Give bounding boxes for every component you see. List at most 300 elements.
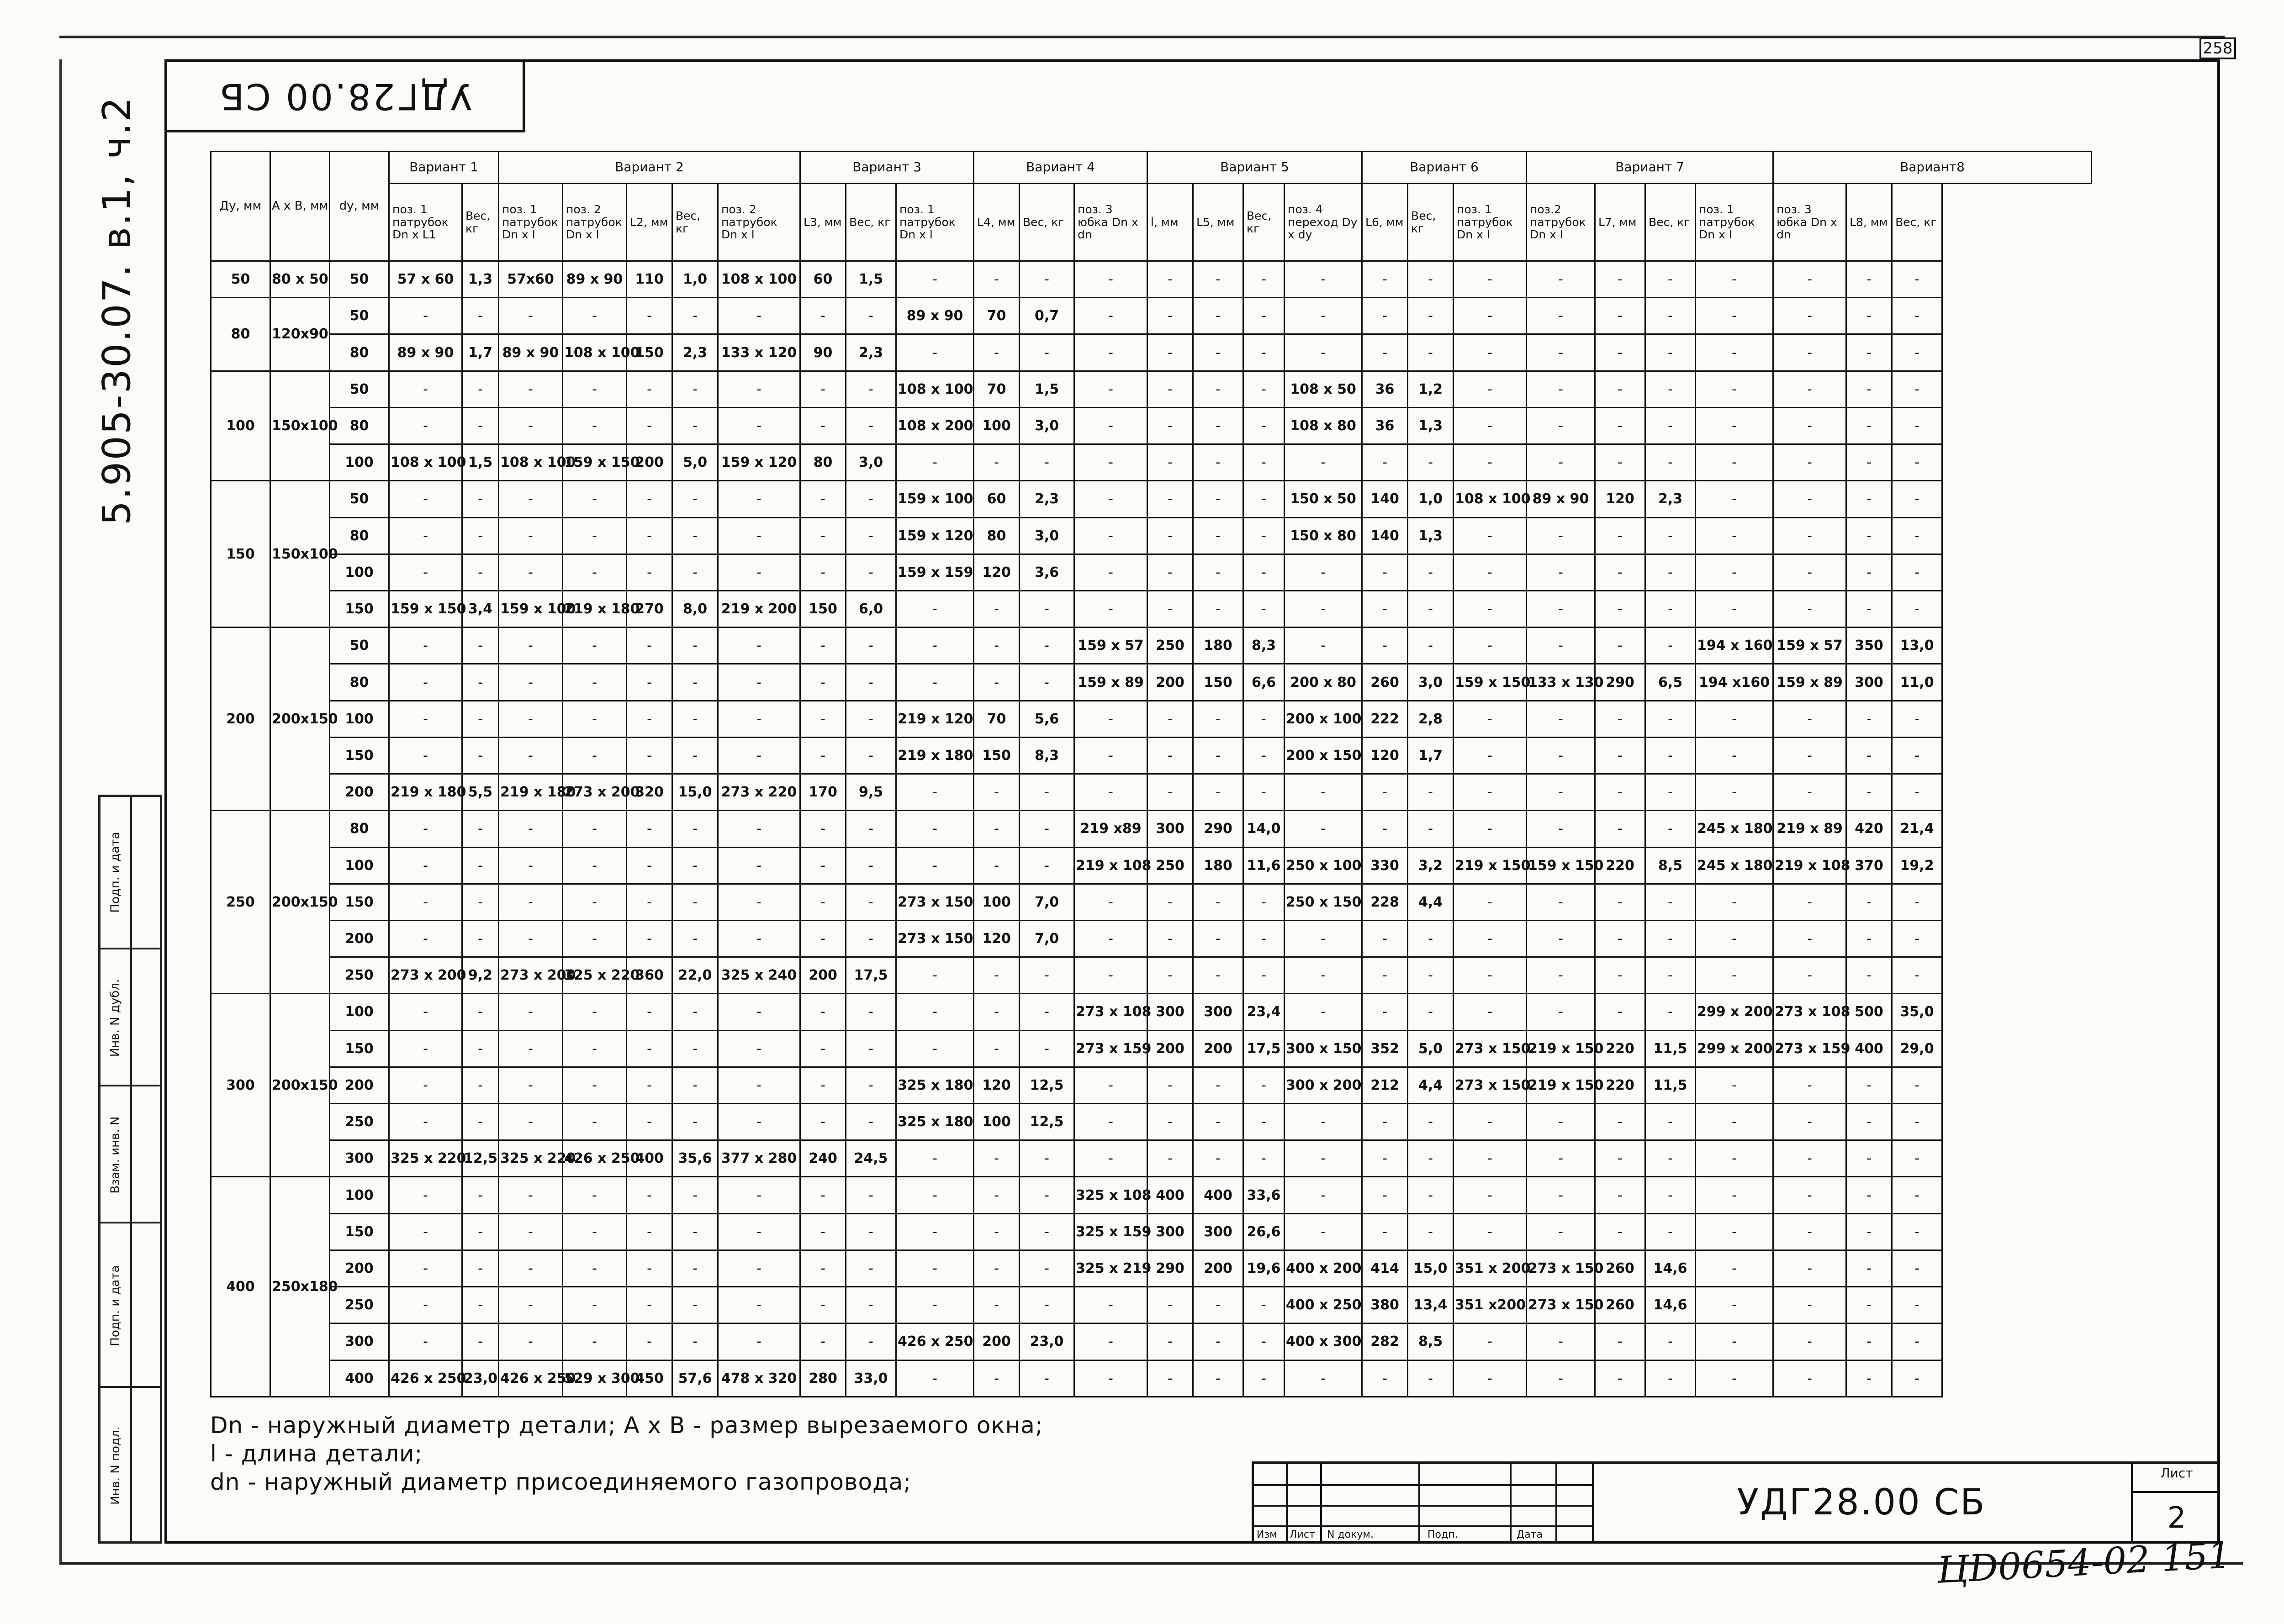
table-cell: 352 xyxy=(1362,1030,1408,1067)
table-cell: - xyxy=(1408,554,1454,591)
table-cell: 273 х 150 xyxy=(896,884,974,920)
table-cell: 159 х 89 xyxy=(1773,664,1846,701)
table-cell: 57 х 60 xyxy=(389,261,462,298)
table-cell: - xyxy=(846,1030,896,1067)
table-cell: 273 х 150 xyxy=(1454,1030,1527,1067)
table-cell: - xyxy=(1074,701,1147,737)
table-cell: - xyxy=(846,1067,896,1103)
table-cell: 300 х 200 xyxy=(1285,1067,1362,1103)
table-cell: - xyxy=(974,627,1020,664)
table-cell: 11,6 xyxy=(1243,847,1285,884)
table-cell: - xyxy=(563,371,627,407)
table-cell: - xyxy=(1595,1323,1645,1360)
table-cell: - xyxy=(1527,1213,1595,1250)
table-cell: - xyxy=(1285,261,1362,298)
table-cell: - xyxy=(1243,334,1285,371)
table-cell: - xyxy=(800,884,846,920)
table-cell: 7,0 xyxy=(1020,884,1074,920)
table-cell: 1,0 xyxy=(672,261,718,298)
table-cell: - xyxy=(672,1287,718,1323)
table-cell: 200 xyxy=(1193,1250,1243,1287)
table-cell: - xyxy=(1846,261,1892,298)
table-cell: - xyxy=(1243,1140,1285,1177)
table-cell: 273 х 159 xyxy=(1074,1030,1147,1067)
table-cell: 273 х 220 xyxy=(718,774,800,811)
table-cell: 11,5 xyxy=(1645,1067,1696,1103)
table-cell: 150 х 80 xyxy=(1285,517,1362,554)
table-cell: - xyxy=(1892,371,1942,407)
table-cell: - xyxy=(1147,920,1193,957)
table-row xyxy=(211,591,2092,627)
table-cell: - xyxy=(672,1213,718,1250)
table-cell: - xyxy=(1892,334,1942,371)
table-cell: - xyxy=(499,481,563,517)
table-cell: - xyxy=(1846,1067,1892,1103)
table-cell: - xyxy=(1527,811,1595,847)
subheader-col-16: Вес, кг xyxy=(1243,184,1285,261)
cell-dy: 300 xyxy=(211,994,270,1177)
table-cell: - xyxy=(718,920,800,957)
table-cell: - xyxy=(1645,554,1696,591)
table-cell: - xyxy=(1454,1323,1527,1360)
table-cell: 273 х 108 xyxy=(1773,994,1846,1030)
table-cell: - xyxy=(1696,1250,1773,1287)
table-cell: - xyxy=(672,1030,718,1067)
table-row xyxy=(211,920,2092,957)
table-cell: - xyxy=(718,371,800,407)
table-cell: - xyxy=(1892,517,1942,554)
table-cell: 1,0 xyxy=(1408,481,1454,517)
table-cell: 200 xyxy=(627,444,672,481)
table-cell: - xyxy=(389,737,462,774)
table-cell: - xyxy=(1362,1140,1408,1177)
table-cell: - xyxy=(1454,554,1527,591)
table-cell: - xyxy=(1454,884,1527,920)
table-cell: 23,0 xyxy=(462,1360,499,1397)
table-cell: - xyxy=(627,371,672,407)
table-cell: - xyxy=(1696,920,1773,957)
table-cell: - xyxy=(1362,811,1408,847)
table-cell: - xyxy=(563,1177,627,1213)
table-cell: - xyxy=(1527,298,1595,334)
table-cell: - xyxy=(846,1250,896,1287)
table-cell: - xyxy=(1408,444,1454,481)
table-cell: - xyxy=(1773,298,1846,334)
table-cell: - xyxy=(627,664,672,701)
table-cell: 400 х 250 xyxy=(1285,1287,1362,1323)
table-cell: 222 xyxy=(1362,701,1408,737)
table-cell: 35,6 xyxy=(672,1140,718,1177)
cell-dy: 50 xyxy=(211,261,270,298)
table-cell: - xyxy=(1454,591,1527,627)
table-cell: - xyxy=(672,884,718,920)
table-cell: - xyxy=(1527,627,1595,664)
table-cell: - xyxy=(800,1287,846,1323)
table-cell: - xyxy=(1696,1213,1773,1250)
specification-table xyxy=(210,151,2092,1397)
table-cell: - xyxy=(1527,957,1595,994)
header-dy: Ду, мм xyxy=(211,152,270,261)
table-cell: - xyxy=(1454,1213,1527,1250)
table-cell: - xyxy=(1020,994,1074,1030)
subheader-col-18: L6, мм xyxy=(1362,184,1408,261)
table-cell: - xyxy=(1595,627,1645,664)
table-cell: - xyxy=(718,664,800,701)
table-cell: - xyxy=(1147,298,1193,334)
table-cell: - xyxy=(1285,591,1362,627)
table-row xyxy=(211,994,2092,1030)
table-cell: 330 xyxy=(1362,847,1408,884)
table-cell: 325 х 108 xyxy=(1074,1177,1147,1213)
table-cell: - xyxy=(1193,1287,1243,1323)
table-cell: - xyxy=(1243,1323,1285,1360)
table-cell: 300 xyxy=(1193,994,1243,1030)
table-cell: 3,0 xyxy=(846,444,896,481)
header-variant-2: Вариант 2 xyxy=(499,152,800,184)
table-cell: - xyxy=(1074,298,1147,334)
table-cell: - xyxy=(627,1104,672,1140)
table-cell: 426 х 250 xyxy=(896,1323,974,1360)
table-cell: - xyxy=(1595,1177,1645,1213)
table-cell: - xyxy=(1696,1067,1773,1103)
table-cell: - xyxy=(462,701,499,737)
table-cell: - xyxy=(1645,774,1696,811)
table-cell: - xyxy=(1020,664,1074,701)
table-cell: - xyxy=(718,481,800,517)
table-cell: - xyxy=(1773,481,1846,517)
table-cell: - xyxy=(718,994,800,1030)
table-cell: - xyxy=(800,994,846,1030)
table-cell: - xyxy=(672,847,718,884)
table-cell: - xyxy=(1527,737,1595,774)
table-cell: - xyxy=(1892,554,1942,591)
table-cell: 17,5 xyxy=(846,957,896,994)
table-cell: - xyxy=(389,1177,462,1213)
table-cell: - xyxy=(1285,554,1362,591)
table-cell: - xyxy=(563,1104,627,1140)
specification-table-wrapper xyxy=(210,151,2092,1397)
table-cell: 159 х 57 xyxy=(1773,627,1846,664)
cell-ab: 200х150 xyxy=(270,627,330,811)
table-cell: - xyxy=(1454,334,1527,371)
table-cell: 219 х 200 xyxy=(718,591,800,627)
table-cell: - xyxy=(1645,407,1696,444)
table-cell: - xyxy=(1193,884,1243,920)
table-cell: 426 х 250 xyxy=(499,1360,563,1397)
cell-dy-branch: 250 xyxy=(330,1287,389,1323)
table-cell: - xyxy=(1527,920,1595,957)
table-cell: - xyxy=(1595,1140,1645,1177)
table-cell: - xyxy=(846,1177,896,1213)
table-cell: - xyxy=(974,1360,1020,1397)
table-cell: - xyxy=(1645,334,1696,371)
table-cell: - xyxy=(1696,517,1773,554)
table-cell: - xyxy=(1892,591,1942,627)
side-strip-label: Подп. и дата xyxy=(108,1265,122,1346)
table-cell: - xyxy=(974,957,1020,994)
table-cell: - xyxy=(1892,957,1942,994)
header-ab: А х В, мм xyxy=(270,152,330,261)
table-cell: 260 xyxy=(1362,664,1408,701)
table-cell: - xyxy=(718,737,800,774)
table-cell: - xyxy=(1773,1250,1846,1287)
table-row xyxy=(211,884,2092,920)
table-cell: - xyxy=(800,664,846,701)
table-cell: - xyxy=(1074,737,1147,774)
table-cell: 325 х 159 xyxy=(1074,1213,1147,1250)
table-cell: - xyxy=(1595,884,1645,920)
table-cell: - xyxy=(1595,334,1645,371)
table-cell: - xyxy=(1020,591,1074,627)
table-cell: - xyxy=(800,407,846,444)
cell-ab: 120х90 xyxy=(270,298,330,371)
table-cell: - xyxy=(1020,957,1074,994)
table-row xyxy=(211,1360,2092,1397)
table-cell: - xyxy=(563,884,627,920)
table-cell: 290 xyxy=(1595,664,1645,701)
table-cell: - xyxy=(499,1177,563,1213)
table-cell: - xyxy=(1362,1360,1408,1397)
table-cell: 159 х 150 xyxy=(563,444,627,481)
header-variant-4: Вариант 4 xyxy=(974,152,1147,184)
table-cell: - xyxy=(563,517,627,554)
table-cell: - xyxy=(1846,517,1892,554)
table-cell: - xyxy=(563,1250,627,1287)
table-cell: - xyxy=(1846,1213,1892,1250)
table-cell: - xyxy=(389,847,462,884)
table-cell: 529 х 300 xyxy=(563,1360,627,1397)
sheet-label: Лист xyxy=(2160,1466,2193,1481)
table-cell: - xyxy=(1243,920,1285,957)
table-cell: - xyxy=(1193,481,1243,517)
table-cell: - xyxy=(1454,407,1527,444)
table-cell: - xyxy=(1595,298,1645,334)
table-cell: 300 xyxy=(1147,1213,1193,1250)
table-cell: - xyxy=(672,664,718,701)
table-cell: - xyxy=(627,298,672,334)
side-strip-label: Инв. N подл. xyxy=(108,1426,122,1505)
table-cell: - xyxy=(1074,1140,1147,1177)
table-cell: - xyxy=(1362,920,1408,957)
table-cell: - xyxy=(627,1287,672,1323)
table-cell: 273 х 108 xyxy=(1074,994,1147,1030)
table-cell: - xyxy=(800,847,846,884)
table-cell: 500 xyxy=(1846,994,1892,1030)
cell-dy: 250 xyxy=(211,811,270,994)
side-strip-cell-5 xyxy=(100,1386,160,1541)
table-cell: - xyxy=(1285,1177,1362,1213)
table-row xyxy=(211,1323,2092,1360)
table-cell: 290 xyxy=(1193,811,1243,847)
table-cell: - xyxy=(1645,1140,1696,1177)
cell-dy-branch: 150 xyxy=(330,737,389,774)
table-cell: 219 х 120 xyxy=(896,701,974,737)
table-cell: - xyxy=(718,1287,800,1323)
table-cell: - xyxy=(1408,1177,1454,1213)
table-cell: 60 xyxy=(800,261,846,298)
table-cell: 9,2 xyxy=(462,957,499,994)
table-cell: 351 х 200 xyxy=(1454,1250,1527,1287)
table-cell: - xyxy=(1020,1140,1074,1177)
table-cell: 24,5 xyxy=(846,1140,896,1177)
table-cell: - xyxy=(672,554,718,591)
table-cell: - xyxy=(1595,774,1645,811)
table-cell: - xyxy=(1193,261,1243,298)
table-cell: 245 х 180 xyxy=(1696,847,1773,884)
table-cell: - xyxy=(462,554,499,591)
table-cell: - xyxy=(896,1287,974,1323)
table-cell: 250 xyxy=(1147,627,1193,664)
table-cell: - xyxy=(1846,298,1892,334)
table-cell: - xyxy=(718,1177,800,1213)
table-cell: - xyxy=(1193,774,1243,811)
table-cell: - xyxy=(1193,371,1243,407)
revision-grid xyxy=(1252,1461,1594,1544)
table-row xyxy=(211,774,2092,811)
table-cell: - xyxy=(389,481,462,517)
table-cell: - xyxy=(1892,774,1942,811)
table-cell: - xyxy=(1408,774,1454,811)
table-cell: - xyxy=(1147,1360,1193,1397)
table-cell: 159 х 120 xyxy=(896,517,974,554)
outer-frame-bottom-line xyxy=(59,1562,2243,1565)
cell-dy-branch: 200 xyxy=(330,774,389,811)
table-cell: - xyxy=(1020,1030,1074,1067)
table-cell: - xyxy=(1285,627,1362,664)
table-cell: - xyxy=(974,1250,1020,1287)
table-cell: 325 х 220 xyxy=(389,1140,462,1177)
table-cell: - xyxy=(389,1104,462,1140)
table-row xyxy=(211,811,2092,847)
table-cell: - xyxy=(1846,701,1892,737)
table-cell: 2,3 xyxy=(1020,481,1074,517)
subheader-col-2: Вес, кг xyxy=(462,184,499,261)
table-cell: 219 х 180 xyxy=(896,737,974,774)
table-cell: - xyxy=(462,517,499,554)
table-cell: - xyxy=(1243,517,1285,554)
table-cell: 325 х 180 xyxy=(896,1104,974,1140)
table-cell: 108 х 200 xyxy=(896,407,974,444)
table-cell: - xyxy=(499,1030,563,1067)
table-cell: 220 xyxy=(1595,1067,1645,1103)
table-cell: 159 х 159 xyxy=(896,554,974,591)
table-cell: 212 xyxy=(1362,1067,1408,1103)
table-cell: - xyxy=(1147,371,1193,407)
table-cell: 300 xyxy=(1147,811,1193,847)
table-cell: 1,5 xyxy=(1020,371,1074,407)
table-cell: - xyxy=(1074,591,1147,627)
table-cell: 108 х 100 xyxy=(896,371,974,407)
table-cell: 4,4 xyxy=(1408,1067,1454,1103)
header-variant-3: Вариант 3 xyxy=(800,152,974,184)
table-cell: - xyxy=(1645,298,1696,334)
table-cell: - xyxy=(1846,481,1892,517)
table-cell: - xyxy=(1696,1104,1773,1140)
table-cell: - xyxy=(1193,1360,1243,1397)
table-cell: - xyxy=(1193,407,1243,444)
table-cell: - xyxy=(896,1360,974,1397)
table-cell: - xyxy=(389,298,462,334)
table-cell: - xyxy=(1285,811,1362,847)
table-cell: - xyxy=(1147,1104,1193,1140)
table-cell: - xyxy=(1408,1140,1454,1177)
table-cell: - xyxy=(672,737,718,774)
table-cell: - xyxy=(499,627,563,664)
table-cell: - xyxy=(1243,1067,1285,1103)
table-cell: 260 xyxy=(1595,1250,1645,1287)
cell-dy-branch: 50 xyxy=(330,298,389,334)
table-cell: - xyxy=(800,554,846,591)
table-cell: - xyxy=(389,627,462,664)
table-cell: - xyxy=(1193,1067,1243,1103)
table-cell: - xyxy=(718,847,800,884)
side-strip-label: Взам. инв. N xyxy=(108,1116,122,1194)
table-cell: - xyxy=(1846,1250,1892,1287)
table-cell: - xyxy=(627,701,672,737)
table-cell: - xyxy=(499,701,563,737)
table-cell: - xyxy=(1020,1250,1074,1287)
table-cell: - xyxy=(672,1067,718,1103)
table-cell: 360 xyxy=(627,957,672,994)
table-cell: - xyxy=(499,664,563,701)
table-cell: - xyxy=(1285,774,1362,811)
cell-dy: 100 xyxy=(211,371,270,481)
table-cell: - xyxy=(718,1250,800,1287)
table-cell: - xyxy=(1243,737,1285,774)
table-cell: 159 х 150 xyxy=(1454,664,1527,701)
table-cell: 19,2 xyxy=(1892,847,1942,884)
table-cell: 70 xyxy=(974,701,1020,737)
table-row xyxy=(211,627,2092,664)
table-cell: 300 xyxy=(1147,994,1193,1030)
table-cell: 7,0 xyxy=(1020,920,1074,957)
table-cell: - xyxy=(627,481,672,517)
table-cell: - xyxy=(1243,371,1285,407)
table-cell: - xyxy=(846,1287,896,1323)
table-cell: - xyxy=(1696,407,1773,444)
table-cell: - xyxy=(627,554,672,591)
table-cell: - xyxy=(1147,591,1193,627)
table-cell: 400 xyxy=(1147,1177,1193,1213)
table-cell: - xyxy=(1147,884,1193,920)
cell-ab: 80 х 50 xyxy=(270,261,330,298)
table-cell: 21,4 xyxy=(1892,811,1942,847)
table-cell: - xyxy=(1193,701,1243,737)
table-cell: - xyxy=(462,994,499,1030)
table-cell: 2,3 xyxy=(846,334,896,371)
cell-dy-branch: 50 xyxy=(330,261,389,298)
table-cell: - xyxy=(1527,261,1595,298)
table-cell: - xyxy=(1074,517,1147,554)
table-cell: 450 xyxy=(627,1360,672,1397)
table-cell: - xyxy=(846,554,896,591)
cell-dy-branch: 50 xyxy=(330,481,389,517)
cell-dy-branch: 100 xyxy=(330,994,389,1030)
table-cell: - xyxy=(499,371,563,407)
table-cell: - xyxy=(1595,737,1645,774)
table-cell: 1,5 xyxy=(846,261,896,298)
table-cell: - xyxy=(1696,737,1773,774)
table-cell: - xyxy=(1454,737,1527,774)
table-cell: - xyxy=(1285,1104,1362,1140)
table-cell: - xyxy=(389,664,462,701)
table-cell: - xyxy=(896,774,974,811)
table-cell: 57,6 xyxy=(672,1360,718,1397)
table-cell: - xyxy=(974,444,1020,481)
table-cell: - xyxy=(1892,737,1942,774)
table-cell: - xyxy=(718,811,800,847)
table-cell: - xyxy=(499,811,563,847)
